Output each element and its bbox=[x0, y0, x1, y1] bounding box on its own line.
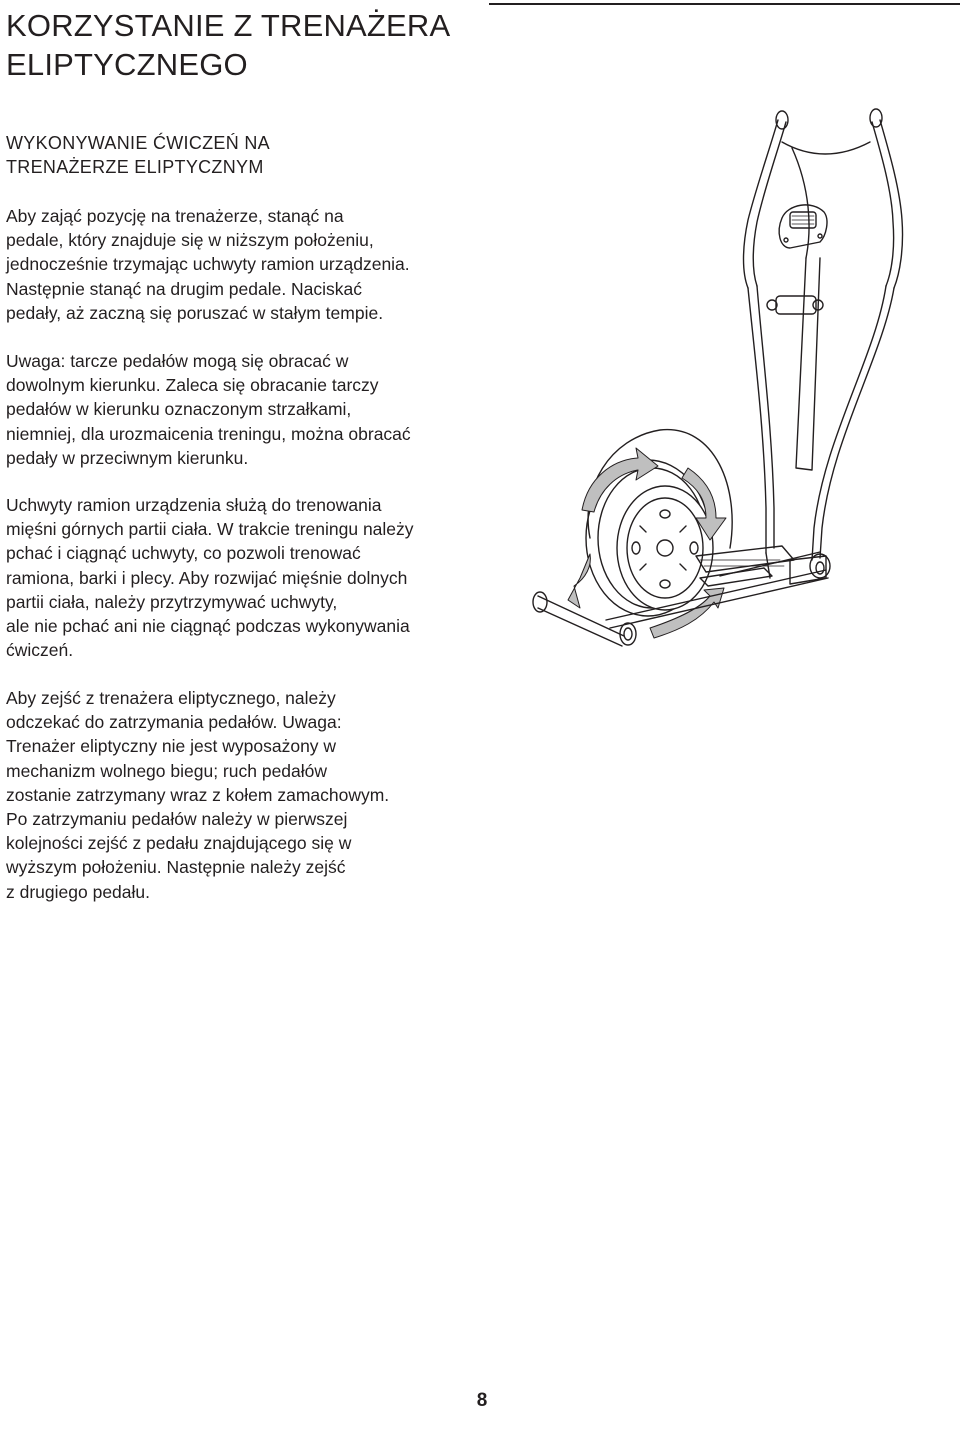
paragraph-dismounting bbox=[6, 686, 389, 904]
text-line: zostanie zatrzymany wraz z kołem zamachowym. bbox=[6, 784, 390, 805]
section-heading bbox=[6, 131, 426, 179]
text-line: pedale, który znajduje się w niższym położeniu, bbox=[6, 230, 374, 251]
elliptical-trainer-icon bbox=[520, 108, 960, 648]
text-line: partii ciała, należy przytrzymywać uchwyty, bbox=[6, 591, 338, 612]
text-line: jednocześnie trzymając uchwyty ramion urządzenia. bbox=[6, 254, 410, 275]
text-line: ale nie pchać ani nie ciągnąć podczas wykonywania bbox=[6, 616, 410, 637]
text-line: Uchwyty ramion urządzenia służą do trenowania bbox=[6, 495, 382, 515]
text-line: ćwiczeń. bbox=[6, 640, 74, 661]
text-line: pedały, aż zaczną się poruszać w stałym tempie. bbox=[6, 302, 384, 323]
central-column bbox=[767, 142, 870, 470]
text-line: wyższym położeniu. Następnie należy zejść bbox=[6, 857, 346, 878]
text-line: mięśni górnych partii ciała. W trakcie treningu należy bbox=[6, 519, 414, 540]
paragraph-handlebars bbox=[6, 493, 414, 662]
text-line: Trenażer eliptyczny nie jest wyposażony w bbox=[6, 736, 337, 757]
text-line: pchać i ciągnąć uchwyty, co pozwoli trenować bbox=[6, 543, 361, 564]
handlebar-arms bbox=[744, 109, 903, 560]
section-heading-line: WYKONYWANIE ĆWICZEŃ NA bbox=[6, 133, 270, 153]
text-line: pedałów w kierunku oznaczonym strzałkami, bbox=[6, 399, 352, 420]
page-title-line: KORZYSTANIE Z TRENAŻERA bbox=[6, 8, 451, 43]
header-rule bbox=[489, 3, 960, 5]
text-line: mechanizm wolnego biegu; ruch pedałów bbox=[6, 760, 328, 781]
text-line: niemniej, dla urozmaicenia treningu, można obracać bbox=[6, 423, 411, 444]
paragraph-mounting bbox=[6, 204, 410, 325]
text-line: dowolnym kierunku. Zaleca się obracanie tarczy bbox=[6, 375, 379, 396]
page-number: 8 bbox=[476, 1390, 488, 1411]
text-line: Po zatrzymaniu pedałów należy w pierwszej bbox=[6, 809, 348, 830]
text-line: pedały w przeciwnym kierunku. bbox=[6, 447, 249, 468]
text-line: odczekać do zatrzymania pedałów. Uwaga: bbox=[6, 712, 342, 733]
text-line: z drugiego pedału. bbox=[6, 881, 150, 902]
page-title bbox=[6, 6, 606, 84]
text-line: Aby zejść z trenażera eliptycznego, należy bbox=[6, 688, 336, 708]
paragraph-pedal-direction bbox=[6, 349, 411, 470]
text-line: Aby zająć pozycję na trenażerze, stanąć na bbox=[6, 206, 344, 226]
section-heading-line: TRENAŻERZE ELIPTYCZNYM bbox=[6, 157, 264, 177]
text-line: ramiona, barki i plecy. Aby rozwijać mięśnie dolnych bbox=[6, 567, 408, 588]
page-title-line: ELIPTYCZNEGO bbox=[6, 47, 248, 82]
text-line: Następnie stanąć na drugim pedale. Naciskać bbox=[6, 278, 363, 299]
text-line: kolejności zejść z pedału znajdującego się w bbox=[6, 833, 352, 854]
text-line: Uwaga: tarcze pedałów mogą się obracać w bbox=[6, 351, 349, 371]
console bbox=[779, 205, 827, 248]
